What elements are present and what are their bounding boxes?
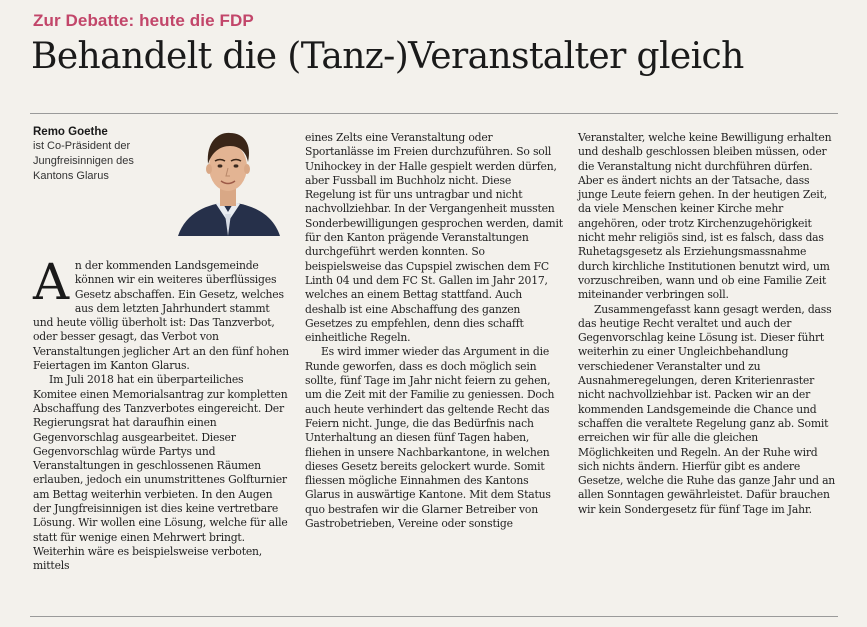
author-portrait [168, 122, 290, 236]
author-block [33, 126, 168, 184]
top-divider [30, 113, 838, 114]
drop-cap: A [33, 253, 69, 311]
paragraph: Im Juli 2018 hat ein überparteiliches Komitee einen Memorialsantrag zur kompletten Abschaffung des Tanzverbotes eingereicht. Der Regierungsrat hat daraufhin einen Gegenvorschlag ausgearbeitet. Dieser Gegenvorschlag würde Partys und Veranstaltungen in geschlossenen Räumen erlauben, jedoch ein unumstrittenes Golfturnier am Bettag weiterhin verbieten. In den Augen der Jungfreisinnigen ist dies keine vertretbare Lösung. Wir wollen eine Lösung, welche für alle statt für wenige einen Mehrwert bringt. Weiterhin wäre es beispielsweise verboten, mittels [33, 373, 288, 573]
headline: Behandelt die (Tanz-)Veranstalter gleich [31, 36, 744, 77]
bottom-divider [30, 616, 838, 617]
author-name: Remo Goethe [33, 126, 108, 138]
paragraph: eines Zelts eine Veranstaltung oder Sportanlässe im Freien durchzuführen. So soll Unihockey in der Halle gespielt werden dürfen, aber Fussball im Buchholz nicht. Diese Regelung ist für uns untragbar und nicht nachvollziehbar. In der Vergangenheit mussten Sonderbewilligungen gesprochen werden, damit für den Kanton prägende Veranstaltungen durchgeführt werden konnten. So beispielsweise das Cupspiel zwischen dem FC Linth 04 und dem FC St. Gallen im Jahr 2017, welches an einem Bettag stattfand. Auch deshalb ist eine Abschaffung des ganzen Gesetzes zu empfehlen, denn dies schafft einheitliche Regeln. [305, 131, 563, 345]
author-role: ist Co-Präsident der Jungfreisinnigen des Kantons Glarus [33, 140, 134, 182]
article-column-1 [33, 253, 289, 574]
paragraph [33, 253, 289, 373]
paragraph: Veranstalter, welche keine Bewilligung erhalten und deshalb geschlossen bleiben müssen, oder die Veranstaltung nicht durchführen dürfen. Aber es ändert nichts an der Tatsache, dass junge Leute feiern gehen. In der heutigen Zeit, da viele Menschen keiner Kirche mehr angehören, oder trotz Kirchenzugehörigkeit nicht mehr religiös sind, ist es falsch, dass das Ruhetagsgesetz als Erziehungsmassnahme durch kirchliche Institutionen benutzt wird, um vorzuschreiben, wann und ob eine Familie Zeit miteinander verbringen soll. [578, 131, 832, 302]
paragraph: Zusammengefasst kann gesagt werden, dass das heutige Recht veraltet und auch der Gegenvorschlag keine Lösung ist. Dieser führt weiterhin zu einer Ungleichbehandlung verschiedener Veranstalter und zu Ausnahmeregelungen, deren Kriterienraster nicht nachvollziehbar ist. Packen wir an der kommenden Landsgemeinde die Chance und schaffen die veraltete Regelung ganz ab. Somit erreichen wir für alle die gleichen Möglichkeiten und Regeln. An der Ruhe wird sich nichts ändern. Hierfür gibt es andere Gesetze, welche die Ruhe das ganze Jahr und an allen Sonntagen gewährleistet. Dafür brauchen wir kein Sondergesetz für fünf Tage im Jahr. [578, 302, 836, 516]
paragraph: Es wird immer wieder das Argument in die Runde geworfen, dass es doch möglich sein sollte, fünf Tage im Jahr nicht feiern zu gehen, um die Zeit mit der Familie zu geniessen. Doch auch heute verhindert das geltende Recht das Feiern nicht. Junge, die das Bedürfnis nach Unterhaltung an diesen fünf Tagen haben, fliehen in unsere Nachbarkantone, in welchen dieses Gesetz bereits gelockert wurde. Somit fliessen mögliche Einnahmen des Kantons Glarus in auswärtige Kantone. Mit dem Status quo bestrafen wir die Glarner Betreiber von Gastrobetrieben, Vereine oder sonstige [305, 345, 555, 531]
article-column-2 [305, 131, 563, 531]
paragraph-text: n der kommenden Landsgemeinde können wir ein weiteres überflüssiges Gesetz abschaffen. Ein Gesetz, welches aus dem letzten Jahrhundert stammt und heute völlig überholt ist: Das Tanzverbot, oder besser gesagt, das Verbot von Veranstaltungen jeglicher Art an den fünf hohen Feiertagen im Kanton Glarus. [33, 259, 289, 373]
article-column-3 [578, 131, 836, 517]
kicker: Zur Debatte: heute die FDP [33, 11, 254, 30]
